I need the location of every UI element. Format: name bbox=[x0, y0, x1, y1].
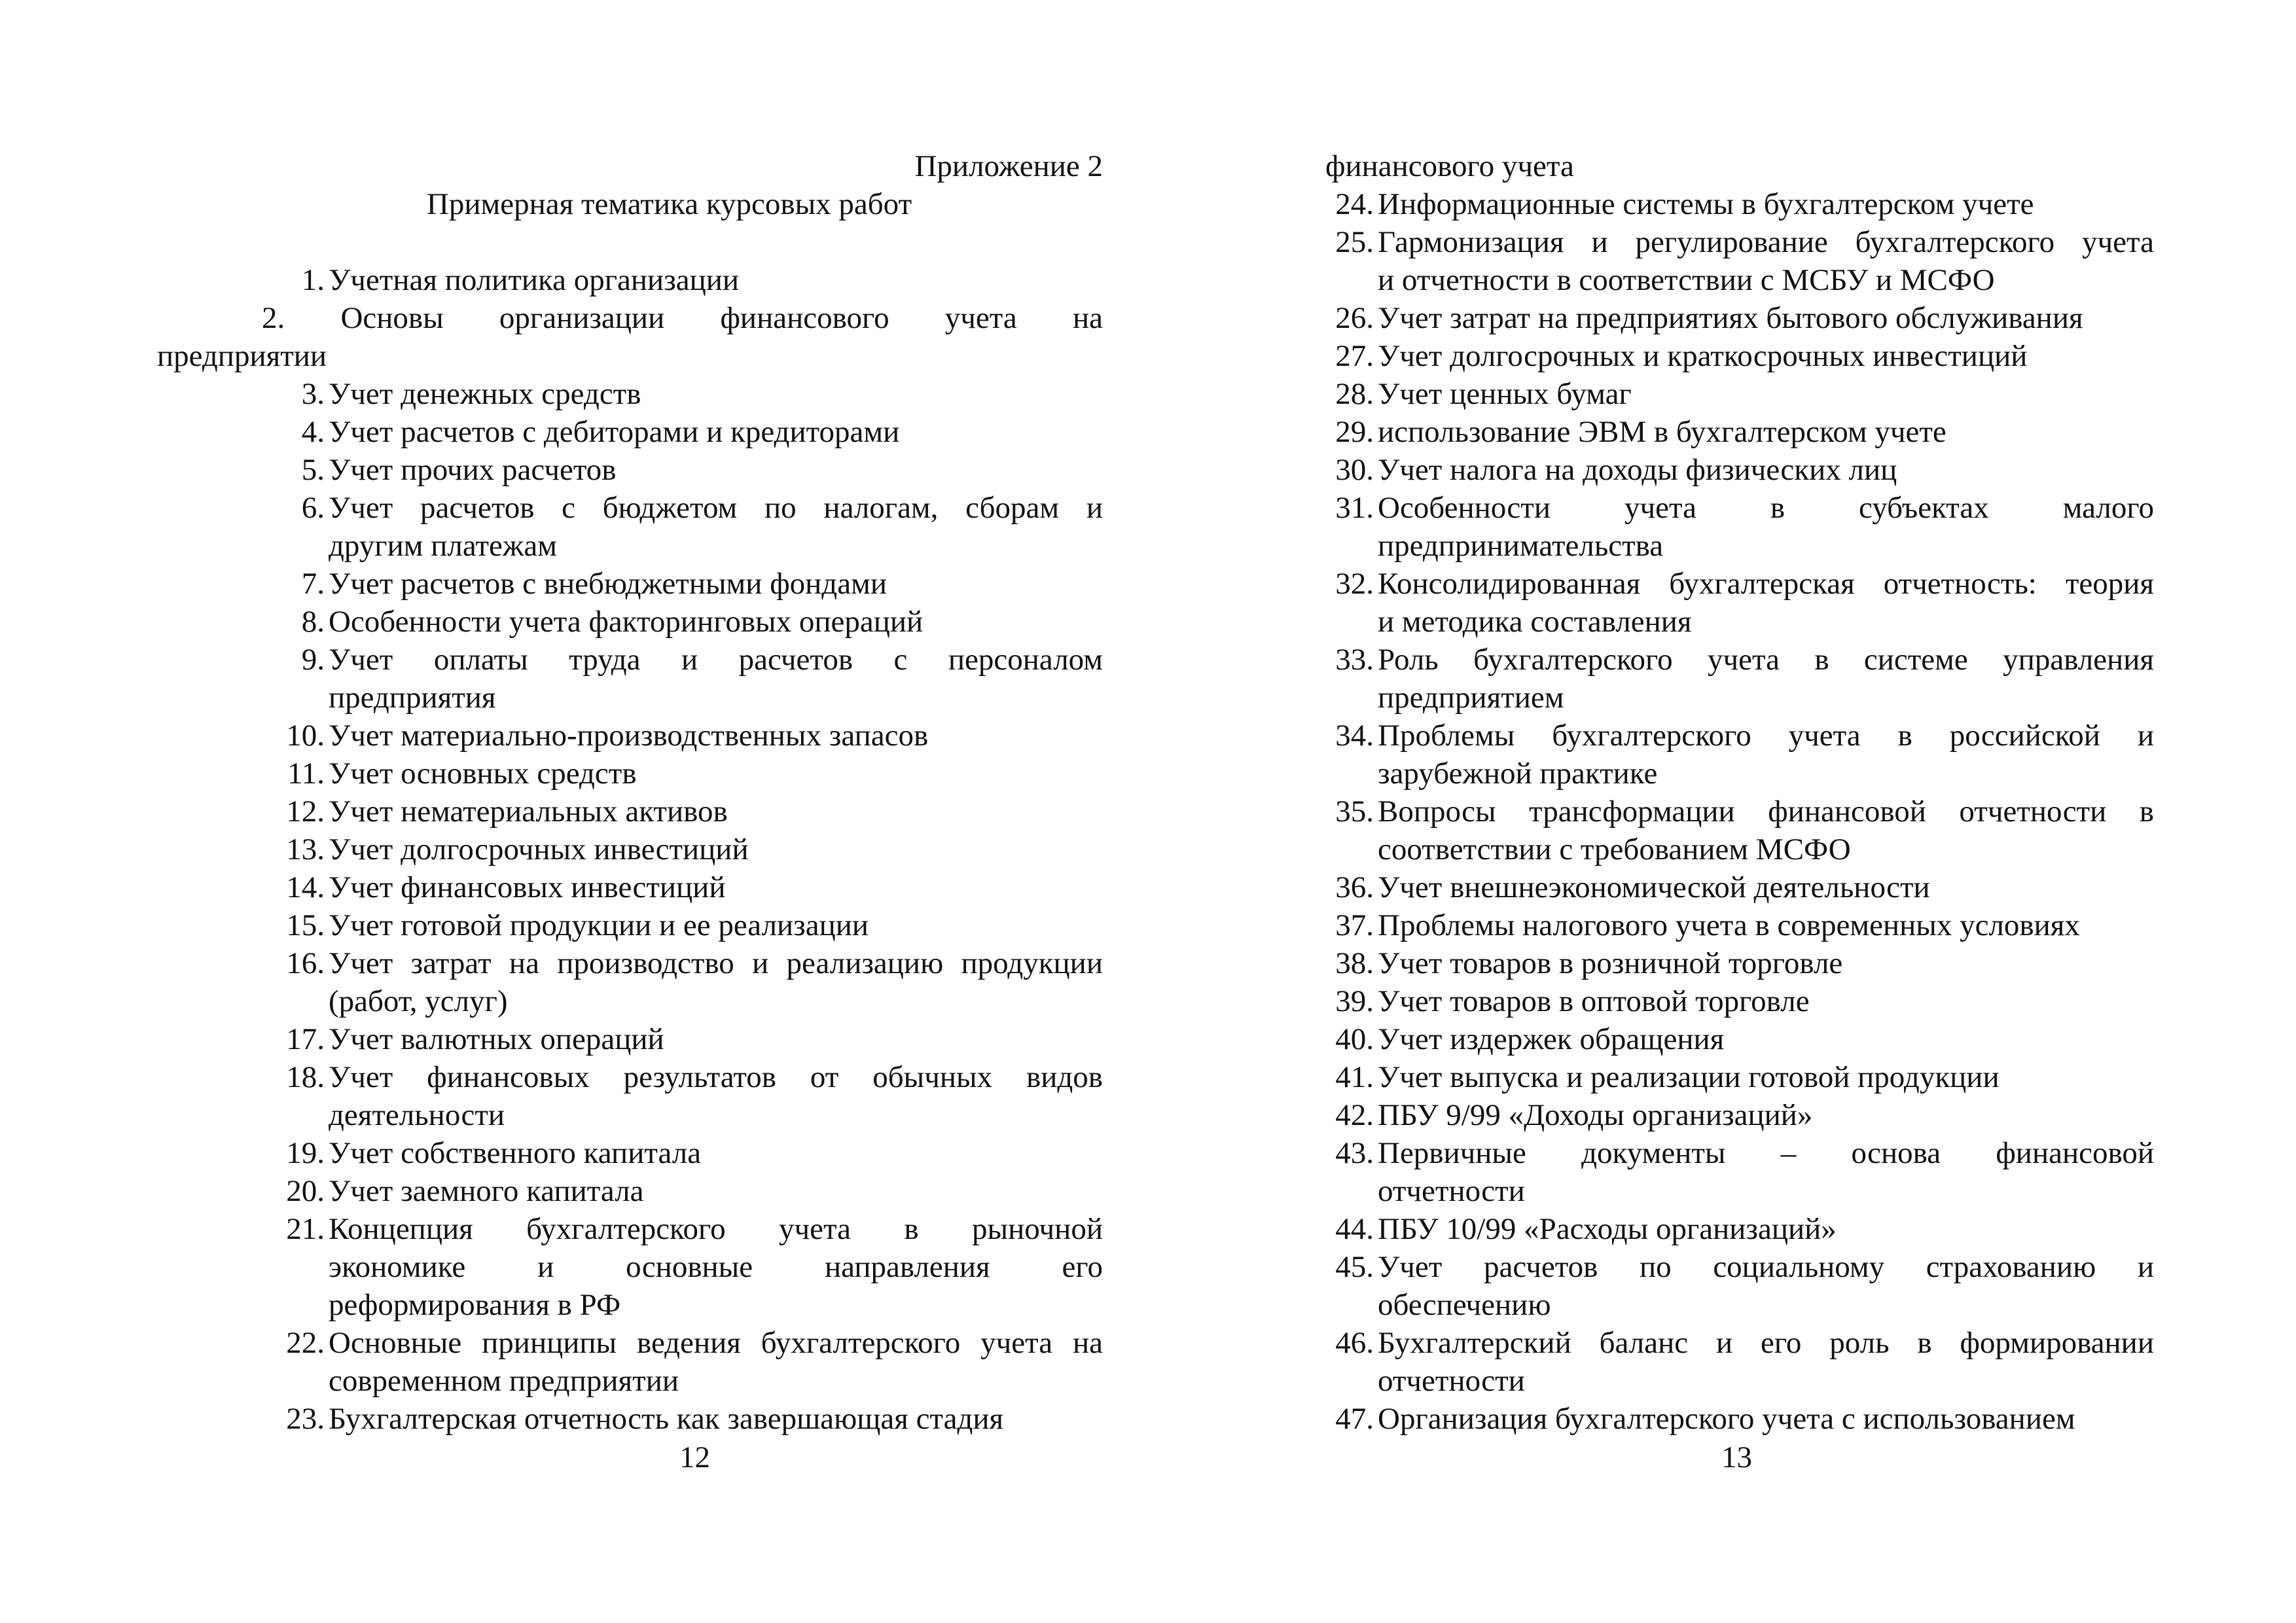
item-text: Учет валютных операций bbox=[329, 1022, 664, 1056]
list-item bbox=[1325, 299, 2154, 337]
item-continuation: и отчетности в соответствии с МСБУ и МСФО bbox=[1378, 263, 1995, 297]
item-text: Учет оплаты труда и расчетов с персоналом bbox=[329, 643, 1103, 677]
item-number: 34. bbox=[1335, 719, 1374, 753]
item-text: Учет собственного капитала bbox=[329, 1136, 702, 1170]
page-number-left: 12 bbox=[679, 1440, 710, 1474]
item-number: 37. bbox=[1335, 908, 1374, 942]
item-text: Первичные документы – основа финансовой bbox=[1378, 1136, 2154, 1170]
item-number: 2. bbox=[262, 301, 285, 335]
item-number: 7. bbox=[301, 567, 325, 601]
list-item bbox=[1325, 1324, 2154, 1400]
item-continuation: соответствии с требованием МСФО bbox=[1378, 832, 1851, 866]
item-number: 9. bbox=[301, 643, 325, 677]
list-item bbox=[1325, 793, 2154, 868]
page-number-right: 13 bbox=[1721, 1440, 1752, 1474]
item-text: Основы организации финансового учета на bbox=[340, 301, 1103, 335]
item-continuation: экономике и основные направления его bbox=[329, 1250, 1103, 1284]
list-item bbox=[157, 944, 1103, 1020]
item-number: 21. bbox=[286, 1212, 325, 1246]
item-number: 43. bbox=[1335, 1136, 1374, 1170]
item-text: Учет расчетов с бюджетом по налогам, сборам и bbox=[329, 491, 1103, 525]
item-text: Бухгалтерская отчетность как завершающая стадия bbox=[329, 1402, 1004, 1436]
item-text: Проблемы бухгалтерского учета в российской и bbox=[1378, 719, 2154, 753]
list-item bbox=[1325, 1134, 2154, 1210]
item-text: Проблемы налогового учета в современных условиях bbox=[1378, 908, 2080, 942]
item-continuation: обеспечению bbox=[1378, 1288, 1551, 1322]
item-number: 30. bbox=[1335, 453, 1374, 487]
item-text: Основные принципы ведения бухгалтерского учета на bbox=[329, 1326, 1103, 1360]
list-item bbox=[157, 375, 1103, 413]
continuation-text: финансового учета bbox=[1325, 149, 1574, 183]
item-text: Организация бухгалтерского учета с использованием bbox=[1378, 1402, 2075, 1436]
item-text: Учет прочих расчетов bbox=[329, 453, 617, 487]
item-text: Вопросы трансформации финансовой отчетности в bbox=[1378, 794, 2154, 829]
item-continuation: современном предприятии bbox=[329, 1364, 679, 1398]
item-text: Учет основных средств bbox=[329, 757, 637, 791]
item-continuation: предпринимательства bbox=[1378, 529, 1664, 563]
item-number: 11. bbox=[287, 757, 325, 791]
list-item bbox=[157, 261, 1103, 299]
item-continuation: реформирования в РФ bbox=[329, 1288, 621, 1322]
list-item bbox=[1325, 982, 2154, 1020]
item-number: 10. bbox=[286, 719, 325, 753]
item-text: Учет нематериальных активов bbox=[329, 794, 728, 829]
list-item bbox=[1325, 1096, 2154, 1134]
item-number: 8. bbox=[301, 605, 325, 639]
item-continuation: деятельности bbox=[329, 1098, 505, 1132]
list-item bbox=[157, 641, 1103, 717]
list-item bbox=[1325, 906, 2154, 944]
item-text: Учет товаров в оптовой торговле bbox=[1378, 984, 1810, 1018]
item-text: Учет долгосрочных и краткосрочных инвестиций bbox=[1378, 339, 2028, 373]
list-item bbox=[157, 299, 1103, 375]
list-item bbox=[157, 451, 1103, 489]
item-first-line bbox=[157, 299, 1103, 337]
list-item bbox=[1325, 944, 2154, 982]
item-number: 45. bbox=[1335, 1250, 1374, 1284]
list-item bbox=[1325, 641, 2154, 717]
item-text: Учет издержек обращения bbox=[1378, 1022, 1725, 1056]
item-text: Учет готовой продукции и ее реализации bbox=[329, 908, 869, 942]
list-item bbox=[1325, 489, 2154, 565]
item-number: 26. bbox=[1335, 301, 1374, 335]
item-text: Учет финансовых инвестиций bbox=[329, 870, 726, 904]
item-number: 4. bbox=[301, 415, 325, 449]
list-item bbox=[1325, 1248, 2154, 1324]
list-item bbox=[1325, 868, 2154, 906]
list-item bbox=[157, 565, 1103, 603]
item-number: 40. bbox=[1335, 1022, 1374, 1056]
item-text: Особенности учета факторинговых операций bbox=[329, 605, 924, 639]
list-item bbox=[157, 603, 1103, 641]
item-number: 24. bbox=[1335, 187, 1374, 221]
list-item bbox=[1325, 565, 2154, 641]
list-item bbox=[157, 1400, 1103, 1438]
item-text: Особенности учета в субъектах малого bbox=[1378, 491, 2154, 525]
item-text: использование ЭВМ в бухгалтерском учете bbox=[1378, 415, 1946, 449]
item-number: 15. bbox=[286, 908, 325, 942]
item-number: 36. bbox=[1335, 870, 1374, 904]
list-item bbox=[157, 1210, 1103, 1324]
list-item bbox=[157, 755, 1103, 793]
item-text: Учет выпуска и реализации готовой продукции bbox=[1378, 1060, 2000, 1094]
item-number: 33. bbox=[1335, 643, 1374, 677]
item-continuation: предприятии bbox=[157, 339, 327, 373]
item-text: Учет затрат на производство и реализацию продукции bbox=[329, 946, 1103, 980]
item-text: Учет материально-производственных запасов bbox=[329, 719, 929, 753]
list-item bbox=[1325, 337, 2154, 375]
list-item bbox=[157, 489, 1103, 565]
item-text: Учет налога на доходы физических лиц bbox=[1378, 453, 1897, 487]
item-number: 27. bbox=[1335, 339, 1374, 373]
item-text: Учет ценных бумаг bbox=[1378, 377, 1632, 411]
item-text: Роль бухгалтерского учета в системе управления bbox=[1378, 643, 2154, 677]
list-item bbox=[157, 717, 1103, 755]
item-text: Концепция бухгалтерского учета в рыночной bbox=[329, 1212, 1103, 1246]
item-continuation: другим платежам bbox=[329, 529, 557, 563]
item-number: 31. bbox=[1335, 491, 1374, 525]
item-number: 23. bbox=[286, 1402, 325, 1436]
item-text: Учет денежных средств bbox=[329, 377, 641, 411]
item-text: Учет расчетов с дебиторами и кредиторами bbox=[329, 415, 900, 449]
item-number: 20. bbox=[286, 1174, 325, 1208]
item-number: 47. bbox=[1335, 1402, 1374, 1436]
item-number: 17. bbox=[286, 1022, 325, 1056]
item-continuation: предприятием bbox=[1378, 681, 1564, 715]
item-continuation: (работ, услуг) bbox=[329, 984, 508, 1018]
item-number: 22. bbox=[286, 1326, 325, 1360]
item-text: Учет расчетов с внебюджетными фондами bbox=[329, 567, 887, 601]
item-text: Бухгалтерский баланс и его роль в формировании bbox=[1378, 1326, 2154, 1360]
item-number: 38. bbox=[1335, 946, 1374, 980]
list-item bbox=[157, 1324, 1103, 1400]
list-item bbox=[157, 1172, 1103, 1210]
item-number: 13. bbox=[286, 832, 325, 866]
list-item bbox=[157, 1134, 1103, 1172]
item-number: 19. bbox=[286, 1136, 325, 1170]
item-number: 44. bbox=[1335, 1212, 1374, 1246]
item-number: 46. bbox=[1335, 1326, 1374, 1360]
item-number: 29. bbox=[1335, 415, 1374, 449]
item-text: Учет финансовых результатов от обычных видов bbox=[329, 1060, 1103, 1094]
left-page bbox=[157, 147, 1103, 1438]
item-number: 1. bbox=[301, 263, 325, 297]
item-text: Учет заемного капитала bbox=[329, 1174, 644, 1208]
item-text: Учет внешнеэкономической деятельности bbox=[1378, 870, 1930, 904]
list-item bbox=[1325, 1058, 2154, 1096]
item-continuation: зарубежной практике bbox=[1378, 757, 1658, 791]
item-number: 25. bbox=[1335, 225, 1374, 259]
item-number: 18. bbox=[286, 1060, 325, 1094]
item-text: ПБУ 9/99 «Доходы организаций» bbox=[1378, 1098, 1813, 1132]
list-item bbox=[157, 1058, 1103, 1134]
list-item bbox=[1325, 717, 2154, 793]
list-item bbox=[1325, 451, 2154, 489]
list-item bbox=[157, 868, 1103, 906]
list-item bbox=[1325, 1020, 2154, 1058]
item-number: 3. bbox=[301, 377, 325, 411]
item-number: 42. bbox=[1335, 1098, 1374, 1132]
item-continuation: отчетности bbox=[1378, 1174, 1525, 1208]
appendix-label: Приложение 2 bbox=[914, 149, 1103, 183]
item-text: Информационные системы в бухгалтерском учете bbox=[1378, 187, 2034, 221]
list-item bbox=[157, 413, 1103, 451]
list-item bbox=[157, 906, 1103, 944]
right-page bbox=[1325, 147, 2154, 1438]
list-item bbox=[157, 830, 1103, 868]
item-text: Учет товаров в розничной торговле bbox=[1378, 946, 1843, 980]
item-number: 41. bbox=[1335, 1060, 1374, 1094]
item-number: 39. bbox=[1335, 984, 1374, 1018]
list-item bbox=[1325, 185, 2154, 223]
item-text: Учетная политика организации bbox=[329, 263, 740, 297]
page-heading: Примерная тематика курсовых работ bbox=[426, 187, 912, 221]
item-continuation: предприятия bbox=[329, 681, 496, 715]
item-continuation: и методика составления bbox=[1378, 605, 1692, 639]
list-item bbox=[157, 1020, 1103, 1058]
item-number: 6. bbox=[301, 491, 325, 525]
item-number: 32. bbox=[1335, 567, 1374, 601]
item-number: 5. bbox=[301, 453, 325, 487]
topics-list-left bbox=[157, 261, 1103, 1438]
item-text: Консолидированная бухгалтерская отчетность: теория bbox=[1378, 567, 2154, 601]
item-text: Учет долгосрочных инвестиций bbox=[329, 832, 749, 866]
item-number: 35. bbox=[1335, 794, 1374, 829]
item-text: ПБУ 10/99 «Расходы организаций» bbox=[1378, 1212, 1837, 1246]
list-item bbox=[1325, 223, 2154, 299]
list-item bbox=[1325, 1210, 2154, 1248]
item-number: 12. bbox=[286, 794, 325, 829]
item-text: Учет затрат на предприятиях бытового обслуживания bbox=[1378, 301, 2083, 335]
item-continuation: отчетности bbox=[1378, 1364, 1525, 1398]
topics-list-right bbox=[1325, 185, 2154, 1438]
list-item bbox=[157, 793, 1103, 830]
item-number: 28. bbox=[1335, 377, 1374, 411]
list-item bbox=[1325, 375, 2154, 413]
list-item bbox=[1325, 1400, 2154, 1438]
list-item bbox=[1325, 413, 2154, 451]
item-text: Учет расчетов по социальному страхованию и bbox=[1378, 1250, 2154, 1284]
item-number: 16. bbox=[286, 946, 325, 980]
item-text: Гармонизация и регулирование бухгалтерского учета bbox=[1378, 225, 2154, 259]
item-number: 14. bbox=[286, 870, 325, 904]
